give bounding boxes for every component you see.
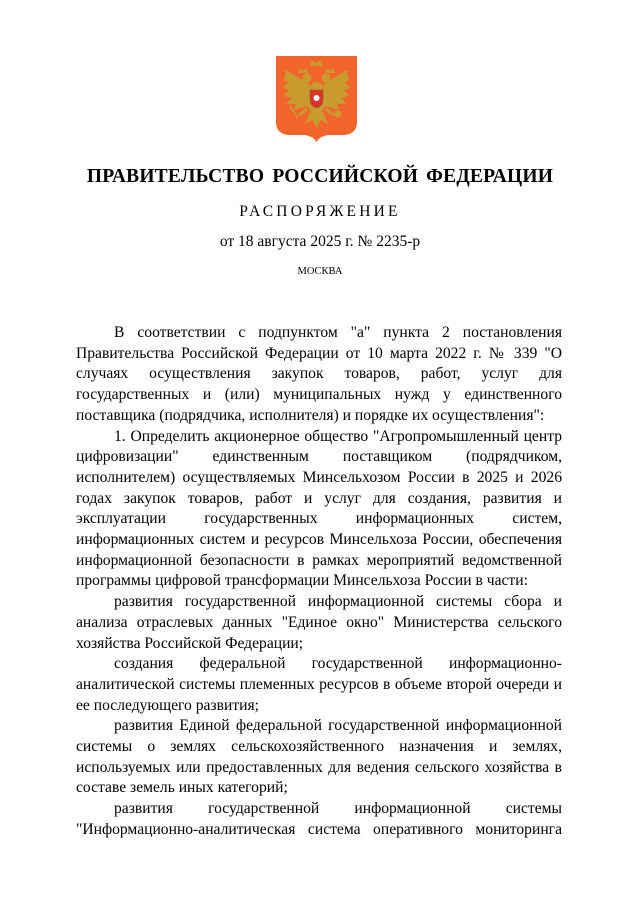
government-title: ПРАВИТЕЛЬСТВО РОССИЙСКОЙ ФЕДЕРАЦИИ <box>86 166 554 187</box>
document-body <box>76 323 562 841</box>
russian-coat-of-arms-icon <box>276 56 357 142</box>
list-item-paragraph: развития государственной информационной системы сбора и анализа отраслевых данных "Единое окно" Министерства сельского хозяйства Российской Федерации; <box>76 593 562 652</box>
document-city: МОСКВА <box>297 266 343 277</box>
list-item-paragraph: создания федеральной государственной информационно-аналитической системы племенных ресурсов в объеме второй очереди и ее последующего развития; <box>76 655 562 714</box>
list-item-paragraph: развития государственной информационной системы "Информационно-аналитическая система оперативного мониторинга <box>76 800 562 838</box>
document-date-number: от 18 августа 2025 г. № 2235-р <box>219 233 421 250</box>
document-type: РАСПОРЯЖЕНИЕ <box>239 203 401 220</box>
preamble-paragraph: В соответствии с подпунктом "а" пункта 2 постановления Правительства Российской Федерации от 10 марта 2022 г. № 339 "О случаях осуществления закупок товаров, работ, услуг для государственных и (или) муниципальных нужд у единственного поставщика (подрядчика, исполнителя) и порядке их осуществления": <box>76 324 562 424</box>
list-item-paragraph: развития Единой федеральной государственной информационной системы о землях сельскохозяйственного назначения и землях, используемых или предоставленных для ведения сельского хозяйства в составе земель иных категорий; <box>76 717 562 797</box>
clause-1-paragraph: 1. Определить акционерное общество "Агропромышленный центр цифровизации" единственным поставщиком (подрядчиком, исполнителем) осуществляемых Минсельхозом России в 2025 и 2026 годах закупок товаров, работ и услуг для создания, развития и эксплуатации государственных информационных систем, информационных систем и ресурсов Минсельхоза России, обеспечения информационной безопасности в рамках мероприятий ведомственной программы цифровой трансформации Минсельхоза России в части: <box>76 427 562 590</box>
